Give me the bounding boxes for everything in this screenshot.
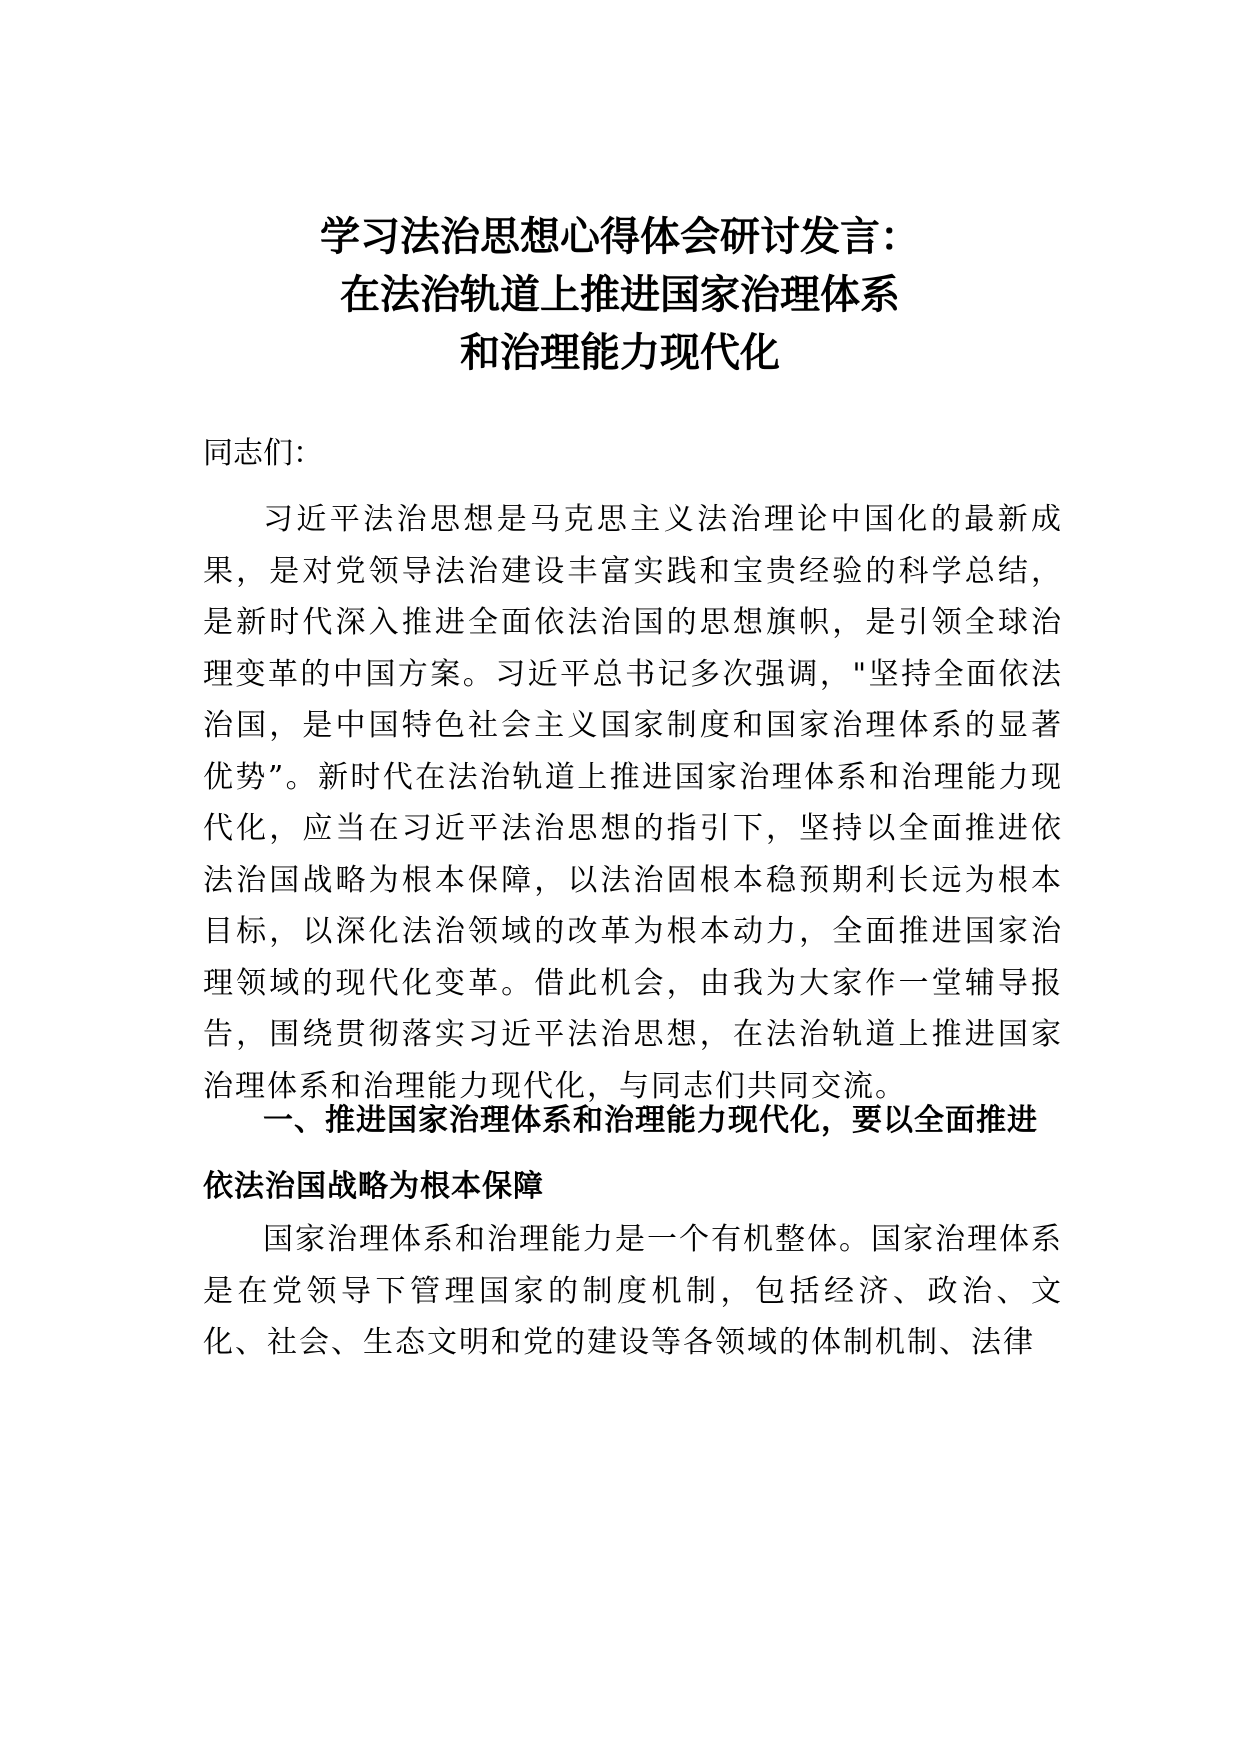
paragraph-intro: 习近平法治思想是马克思主义法治理论中国化的最新成果，是对党领导法治建设丰富实践和宝贵经验的科学总结，是新时代深入推进全面依法治国的思想旗帜，是引领全球治理变革的中国方案。习近平总书记多次强调，"坚持全面依法治国，是中国特色社会主义国家制度和国家治理体系的显著优势”。新时代在法治轨道上推进国家治理体系和治理能力现代化，应当在习近平法治思想的指引下，坚持以全面推进依法治国战略为根本保障，以法治固根本稳预期利长远为根本目标，以深化法治领域的改革为根本动力，全面推进国家治理领域的现代化变革。借此机会，由我为大家作一堂辅导报告，围绕贯彻落实习近平法治思想，在法治轨道上推进国家治理体系和治理能力现代化，与同志们共同交流。 [203,502,1063,1104]
document-title [200,208,1040,382]
title-line-2: 在法治轨道上推进国家治理体系 [340,272,900,318]
title-line-3: 和治理能力现代化 [460,330,780,376]
paragraph-section-1: 国家治理体系和治理能力是一个有机整体。国家治理体系是在党领导下管理国家的制度机制，包括经济、政治、文化、社会、生态文明和党的建设等各领域的体制机制、法律 [203,1222,1063,1360]
salutation: 同志们： [203,436,323,471]
section-heading-1: 一、推进国家治理体系和治理能力现代化，要以全面推进依法治国战略为根本保障 [203,1103,1038,1204]
title-line-1: 学习法治思想心得体会研讨发言： [320,214,920,260]
